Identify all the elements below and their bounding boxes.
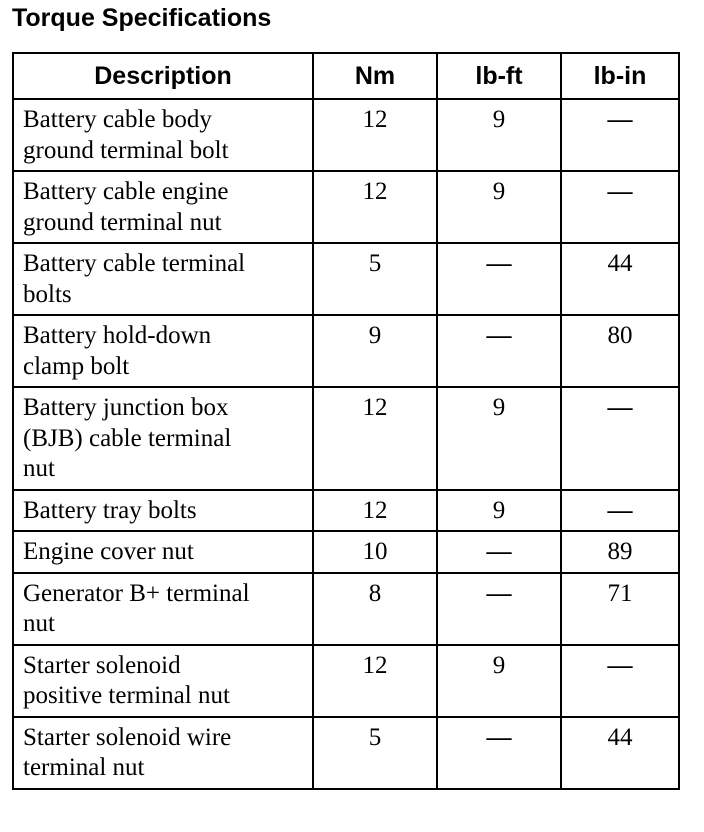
cell-value: 12 <box>362 496 388 524</box>
cell-value: 9 <box>492 394 506 421</box>
lb-ft-cell <box>437 171 561 243</box>
cell-value: 44 <box>607 723 633 751</box>
description-line: terminal nut <box>23 754 145 781</box>
cell-value: — <box>607 178 633 205</box>
description-line: Battery cable body <box>23 106 212 133</box>
description-cell <box>13 171 313 243</box>
description-cell <box>13 243 313 315</box>
cell-value: — <box>486 250 512 277</box>
table-row <box>13 531 679 573</box>
description-cell <box>13 387 313 490</box>
page-title: Torque Specifications <box>12 4 272 32</box>
nm-cell <box>313 387 437 490</box>
lb-ft-cell <box>437 490 561 532</box>
table-row <box>13 645 679 717</box>
lb-ft-cell <box>437 717 561 789</box>
table-header-row <box>13 53 679 99</box>
description-line: Battery junction box <box>23 394 229 421</box>
cell-value: 89 <box>607 538 633 565</box>
lb-in-cell <box>561 717 679 789</box>
nm-cell <box>313 573 437 645</box>
lb-in-cell <box>561 315 679 387</box>
description-line: Battery cable engine <box>23 178 229 205</box>
lb-in-cell <box>561 573 679 645</box>
cell-value: — <box>607 496 633 524</box>
lb-ft-cell <box>437 531 561 573</box>
description-cell <box>13 315 313 387</box>
nm-cell <box>313 243 437 315</box>
column-header-lb-in: lb-in <box>561 53 679 99</box>
description-cell <box>13 490 313 532</box>
cell-value: — <box>486 538 512 565</box>
cell-value: 9 <box>492 178 506 205</box>
description-line: nut <box>23 455 55 482</box>
torque-spec-table <box>12 52 680 790</box>
description-line: Battery cable terminal <box>23 250 246 277</box>
column-header-nm: Nm <box>313 53 437 99</box>
description-cell <box>13 531 313 573</box>
lb-in-cell <box>561 171 679 243</box>
description-line: bolts <box>23 280 72 308</box>
column-header-lb-ft: lb-ft <box>437 53 561 99</box>
lb-in-cell <box>561 387 679 490</box>
nm-cell <box>313 645 437 717</box>
lb-in-cell <box>561 243 679 315</box>
description-line: ground terminal bolt <box>23 136 229 164</box>
description-line: positive terminal nut <box>23 682 230 709</box>
cell-value: 12 <box>362 394 388 421</box>
table-row <box>13 717 679 789</box>
cell-value: 12 <box>362 106 388 133</box>
cell-value: — <box>607 394 633 421</box>
cell-value: 9 <box>492 106 506 133</box>
lb-ft-cell <box>437 315 561 387</box>
cell-value: — <box>486 579 512 607</box>
nm-cell <box>313 171 437 243</box>
cell-value: 9 <box>368 322 382 349</box>
description-cell <box>13 99 313 171</box>
cell-value: 12 <box>362 178 388 205</box>
cell-value: 9 <box>492 651 506 679</box>
lb-ft-cell <box>437 573 561 645</box>
table-row <box>13 171 679 243</box>
description-line: Battery hold-down <box>23 322 212 349</box>
description-line: Starter solenoid wire <box>23 723 232 751</box>
description-cell <box>13 645 313 717</box>
table-row <box>13 387 679 490</box>
lb-ft-cell <box>437 243 561 315</box>
cell-value: 5 <box>368 250 382 277</box>
cell-value: — <box>486 322 512 349</box>
description-line: clamp bolt <box>23 352 130 380</box>
lb-ft-cell <box>437 645 561 717</box>
cell-value: — <box>486 723 512 751</box>
description-line: (BJB) cable terminal <box>23 424 232 452</box>
table-row <box>13 490 679 532</box>
table-row <box>13 99 679 171</box>
lb-ft-cell <box>437 387 561 490</box>
lb-in-cell <box>561 99 679 171</box>
description-line: Starter solenoid <box>23 651 181 679</box>
description-line: Generator B+ terminal <box>23 579 250 607</box>
lb-in-cell <box>561 531 679 573</box>
description-line: nut <box>23 610 55 637</box>
cell-value: 8 <box>368 579 382 607</box>
cell-value: 10 <box>362 538 388 565</box>
cell-value: 5 <box>368 723 382 751</box>
table-row <box>13 243 679 315</box>
cell-value: 80 <box>607 322 633 349</box>
column-header-description: Description <box>13 53 313 99</box>
table-row <box>13 315 679 387</box>
description-line: Engine cover nut <box>23 538 194 565</box>
lb-in-cell <box>561 645 679 717</box>
cell-value: 12 <box>362 651 388 679</box>
cell-value: — <box>607 651 633 679</box>
nm-cell <box>313 531 437 573</box>
nm-cell <box>313 315 437 387</box>
lb-ft-cell <box>437 99 561 171</box>
table-row <box>13 573 679 645</box>
cell-value: 9 <box>492 496 506 524</box>
nm-cell <box>313 490 437 532</box>
description-line: ground terminal nut <box>23 208 222 236</box>
lb-in-cell <box>561 490 679 532</box>
cell-value: 71 <box>607 579 633 607</box>
description-cell <box>13 717 313 789</box>
description-line: Battery tray bolts <box>23 496 197 524</box>
cell-value: 44 <box>607 250 633 277</box>
nm-cell <box>313 99 437 171</box>
description-cell <box>13 573 313 645</box>
cell-value: — <box>607 106 633 133</box>
table-body <box>13 99 679 789</box>
nm-cell <box>313 717 437 789</box>
